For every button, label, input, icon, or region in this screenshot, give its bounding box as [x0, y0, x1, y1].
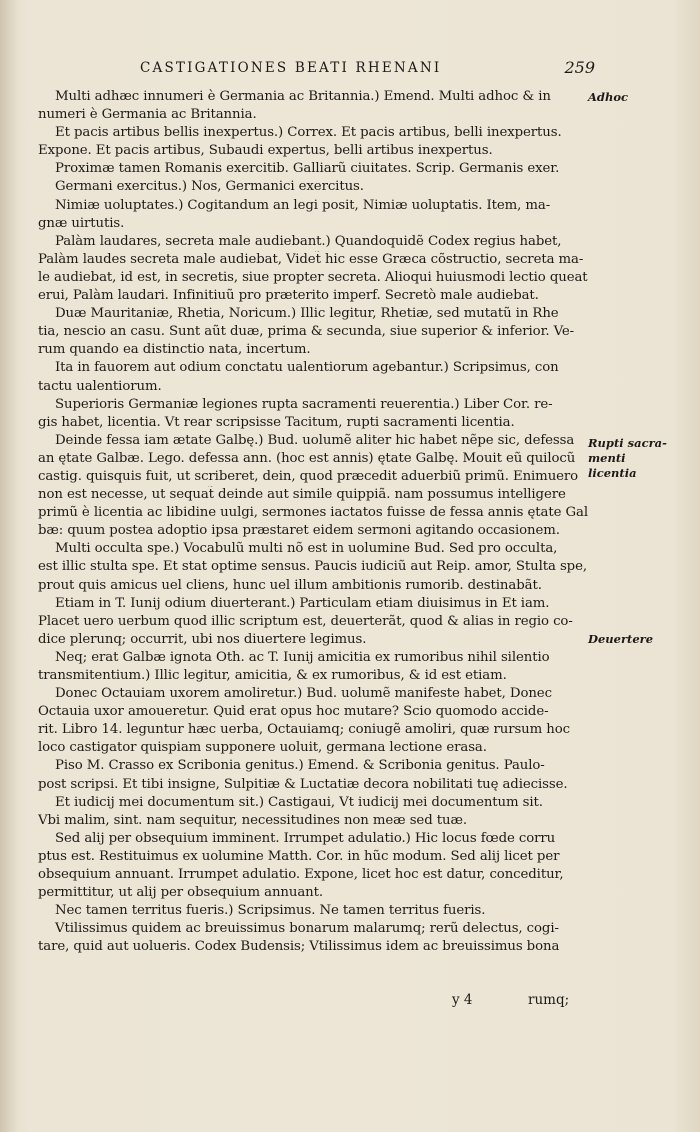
page-number: 259: [564, 58, 595, 77]
text-line: Vbi malim, sint. nam sequitur, necessitudines non meæ sed tuæ.: [38, 812, 467, 828]
text-line: transmitentium.) Illic legitur, amicitia, & ex rumoribus, & id est etiam.: [38, 668, 507, 683]
text-line: permittitur, ut alij per obsequium annuant.: [38, 885, 323, 901]
text-line: Piso M. Crasso ex Scribonia genitus.) Emend. & Scribonia genitus. Paulo-: [55, 758, 545, 774]
margin-note: Deuertere: [588, 632, 654, 646]
text-line: Deinde fessa iam ætate Galbę.) Bud. uolumẽ aliter hic habet nẽpe sic, defessa: [55, 432, 575, 448]
text-line: Donec Octauiam uxorem amoliretur.) Bud. uolumẽ manifeste habet, Donec: [55, 686, 552, 702]
page-footer: [0, 992, 700, 1012]
text-line: Expone. Et pacis artibus, Subaudi expertus, belli artibus inexpertus.: [38, 143, 493, 159]
text-line: Duæ Mauritaniæ, Rhetia, Noricum.) Illic legitur, Rhetiæ, sed mutatũ in Rhe: [55, 306, 559, 322]
text-line: gnæ uirtutis.: [38, 215, 125, 231]
text-line: Et pacis artibus bellis inexpertus.) Correx. Et pacis artibus, belli inexpertus.: [55, 125, 562, 141]
text-line: numeri è Germania ac Britannia.: [38, 107, 257, 123]
text-line: non est necesse, ut sequat̃ deinde aut simile quippiã. nam possumus intelligere: [38, 487, 566, 503]
text-line: Et iudicij mei documentum sit.) Castigaui, Vt iudicij mei documentum sit.: [55, 794, 543, 810]
text-line: Germani exercitus.) Nos, Germanici exercitus.: [55, 179, 364, 195]
main-text-block: [38, 88, 588, 957]
text-line: ptus est. Restituimus ex uolumine Matth. Cor. in hũc modum. Sed alij licet per: [38, 848, 560, 864]
catchword: rumq;: [528, 992, 570, 1008]
text-line: primũ è licentia ac libidine uulgi, sermones iactatos fuisse de fessa annis ętate Gal: [38, 505, 588, 521]
running-title: CASTIGATIONES BEATI RHENANI: [140, 60, 442, 76]
text-line: Etiam in T. Iunij odium diuerterant.) Particulam etiam diuisimus in Et iam.: [55, 595, 550, 611]
text-line: est illic stulta spe. Et stat optime sensus. Paucis iudiciũ aut Reip. amor, Stulta spe,: [38, 559, 587, 575]
text-line: rit. Libro 14. leguntur hæc uerba, Octauiamq; coniugẽ amoliri, quæ rursum hoc: [38, 722, 570, 738]
text-line: Nimiæ uoluptates.) Cogitandum an legi posit, Nimiæ uoluptatis. Item, ma-: [55, 197, 551, 213]
text-line: Palàm laudes secreta male audiebat, Videt̃ hic esse Græca cõstructio, secreta ma-: [38, 251, 584, 267]
text-line: bæ: quum postea adoptio ipsa præstaret eidem sermoni agitando occasionem.: [38, 523, 560, 539]
text-line: Vtilissimus quidem ac breuissimus bonarum malarumq; rerũ delectus, cogi-: [55, 921, 559, 937]
signature-mark: y 4: [452, 992, 473, 1008]
text-line: castig. quisquis fuit, ut scriberet, dein, quod præcedit aduerbiũ primũ. Enimuero: [38, 468, 579, 484]
text-line: dice plerunq; occurrit, ubi nos diuertere legimus.: [38, 631, 367, 647]
text-line: Palàm laudares, secreta male audiebant.) Quandoquidẽ Codex regius habet,: [55, 233, 562, 249]
text-line: post scripsi. Et tibi insigne, Sulpitiæ & Luctatiæ decora nobilitati tuę adiecisse.: [38, 776, 568, 792]
margin-note: Rupti sacra- menti licentia: [588, 436, 667, 480]
text-line: obsequium annuant. Irrumpet adulatio. Expone, licet hoc est datur, conceditur,: [38, 867, 564, 883]
text-line: Neq; erat Galbæ ignota Oth. ac T. Iunij amicitia ex rumoribus nihil silentio: [55, 649, 550, 665]
text-line: Ita in fauorem aut odium conctatu ualentiorum agebantur.) Scripsimus, con: [55, 360, 559, 376]
text-line: gis habet, licentia. Vt rear scripsisse Tacitum, rupti sacramenti licentia.: [38, 414, 515, 430]
margin-note: Adhoc: [588, 90, 628, 104]
text-line: tactu ualentiorum.: [38, 378, 162, 394]
running-header: [140, 60, 595, 82]
text-line: loco castigator quispiam supponere uoluit, germana lectione erasa.: [38, 740, 487, 756]
text-line: an ętate Galbæ. Lego. defessa ann. (hoc est annis) ętate Galbę. Mouit eũ quilocũ: [38, 450, 576, 466]
spine-shadow: [0, 0, 18, 1132]
text-line: prout quis amicus uel cliens, hunc uel illum ambitionis rumorib. destinabãt.: [38, 577, 542, 593]
text-line: rum quando ea distinctio nata, incertum.: [38, 342, 311, 358]
text-line: tare, quid aut uolueris. Codex Budensis; Vtilissimus idem ac breuissimus bona: [38, 939, 560, 955]
text-line: Multi occulta spe.) Vocabulũ multi nõ est in uolumine Bud. Sed pro occulta,: [55, 541, 558, 557]
text-line: tia, nescio an casu. Sunt aũt duæ, prima & secunda, siue superior & inferior. Ve-: [38, 324, 575, 340]
text-line: Sed alij per obsequium imminent. Irrumpet adulatio.) Hic locus fœde corru: [55, 830, 556, 846]
text-line: Nec tamen territus fueris.) Scripsimus. Ne tamen territus fueris.: [55, 903, 486, 919]
text-line: Proximæ tamen Romanis exercitib. Galliarũ ciuitates. Scrip. Germanis exer.: [55, 161, 560, 177]
text-line: le audiebat, id est, in secretis, siue propter secreta. Alioqui huiusmodi lectio queat: [38, 269, 588, 285]
text-line: Placet uero uerbum quod illic scriptum est, deuerterãt, quod & alias in regio co-: [38, 613, 573, 629]
text-line: erui, Palàm laudari. Infinitiuũ pro præterito imperf. Secretò male audiebat.: [38, 288, 539, 304]
text-line: Multi adhæc innumeri è Germania ac Britannia.) Emend. Multi adhoc & in: [55, 89, 551, 104]
text-line: Octauia uxor amoueretur. Quid erat opus hoc mutare? Scio quomodo accide-: [38, 704, 549, 720]
text-line: Superioris Germaniæ legiones rupta sacramenti reuerentia.) Liber Cor. re-: [55, 396, 553, 412]
